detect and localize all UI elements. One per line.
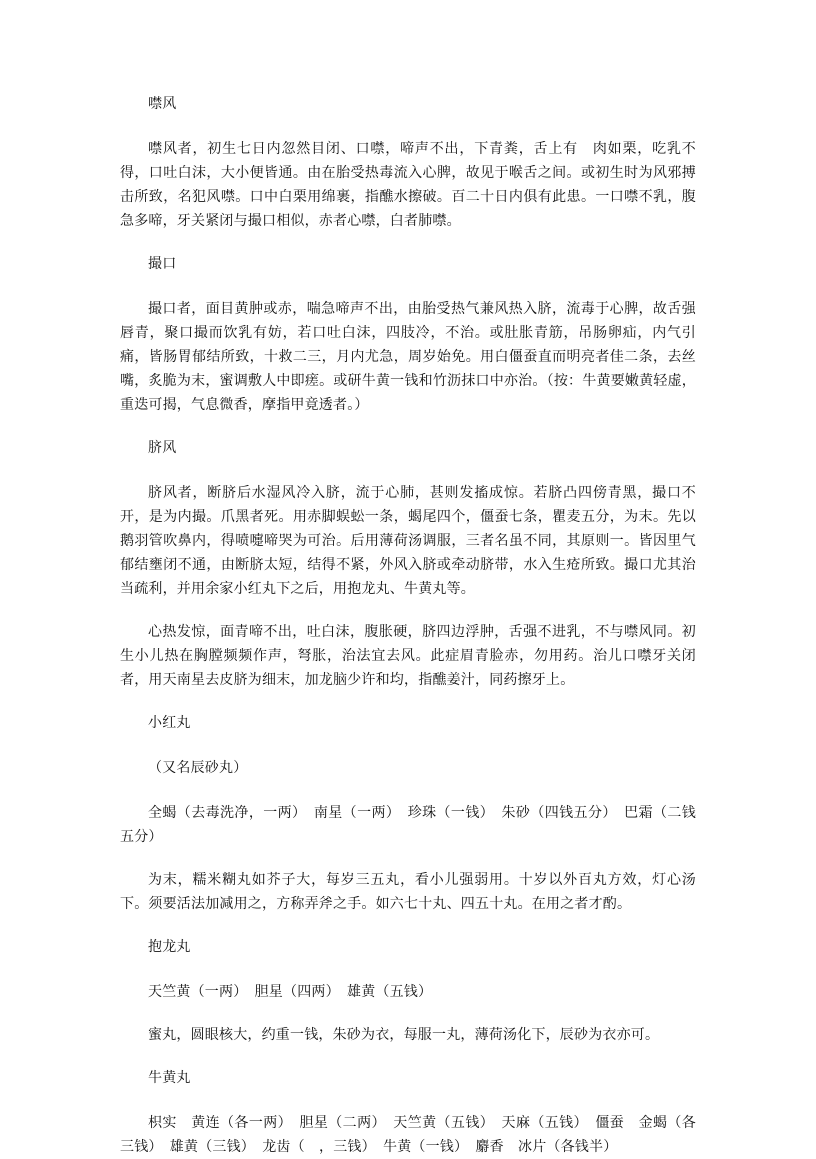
spacer — [120, 849, 696, 868]
spacer — [120, 460, 696, 481]
section-heading-xiaohongwan: 小红丸 — [148, 715, 191, 731]
spacer — [120, 601, 696, 620]
spacer — [120, 916, 696, 935]
section-heading-jinfeng: 噤风 — [148, 96, 177, 112]
paragraph-cuokou: 撮口者，面目黄肿或赤，喘急啼声不出，由胎受热气兼风热入脐，流毒于心脾，故舌强唇青，聚口撮而饮乳有妨，若口吐白沫，四肢冷，不治。或肚胀青筋，吊肠卵疝，内气引痛，皆肠胃郁结所致，十救二三，月内尤急，周岁始免。用白僵蚕直而明亮者佳二条，去丝嘴，炙脆为末，蜜调敷人中即瘥。或研牛黄一钱和竹沥抹口中亦治。（按：牛黄要嫩黄轻虚，重迭可揭，气息微香，摩指甲竟透者。） — [120, 301, 696, 413]
paragraph-qifeng: 脐风者，断脐后水湿风冷入脐，流于心肺，甚则发搐成惊。若脐凸四傍青黑，撮口不开，是为内撮。爪黑者死。用赤脚蜈蚣一条，蝎尾四个，僵蚕七条，瞿麦五分，为末。先以鹅羽管吹鼻内，得喷嚏啼哭为可治。后用薄荷汤调服，三者名虽不同，其原则一。皆因里气郁结壅闭不通，由断脐太短，结得不紧，外风入脐或牵动脐带，水入生疮所致。撮口尤其治当疏利，并用余家小红丸下之后，用抱龙丸、牛黄丸等。 — [120, 485, 696, 597]
spacer — [120, 116, 696, 137]
spacer — [120, 1090, 696, 1111]
ingredients-xiaohongwan: 全蝎（去毒洗净，一两） 南星（一两） 珍珠（一钱） 朱砂（四钱五分） 巴霜（二钱五分） — [120, 805, 696, 845]
ingredients-niuhuangwan: 枳实 黄连（各一两） 胆星（二两） 天竺黄（五钱） 天麻（五钱） 僵蚕 金蝎（各三钱） 雄黄（三钱） 龙齿（ ，三钱） 牛黄（一钱） 麝香 冰片（各钱半） — [120, 1115, 696, 1155]
spacer — [120, 959, 696, 980]
ingredients-baolongwan: 天竺黄（一两） 胆星（四两） 雄黄（五钱） — [148, 984, 433, 1000]
spacer — [120, 1004, 696, 1023]
spacer — [120, 692, 696, 711]
spacer — [120, 233, 696, 252]
instructions-baolongwan: 蜜丸，圆眼核大，约重一钱，朱砂为衣，每服一丸，薄荷汤化下，辰砂为衣亦可。 — [148, 1027, 660, 1043]
spacer — [120, 276, 696, 297]
paragraph-xinre: 心热发惊，面青啼不出，吐白沫，腹胀硬，脐四边浮肿，舌强不进乳，不与噤风同。初生小儿热在胸膛频频作声，弩胀，治法宜去风。此症眉青脸赤，勿用药。治儿口噤牙关闭者，用天南星去皮脐为细末，加龙脑少许和均，指醮姜汁，同药擦牙上。 — [120, 624, 696, 688]
spacer — [120, 735, 696, 756]
instructions-xiaohongwan: 为末，糯米糊丸如芥子大，每岁三五丸，看小儿强弱用。十岁以外百丸方效，灯心汤下。须要活法加减用之，方称弄斧之手。如六七十丸、四五十丸。在用之者才酌。 — [120, 872, 696, 912]
spacer — [120, 417, 696, 436]
paragraph-jinfeng: 噤风者，初生七日内忽然目闭、口噤，啼声不出，下青粪，舌上有 肉如栗，吃乳不得，口吐白沫，大小便皆通。由在胎受热毒流入心脾，故见于喉舌之间。或初生时为风邪搏击所致，名犯风噤。口中白栗用绵裹，指醮水擦破。百二十日内俱有此患。一口噤不乳，腹急多啼，牙关紧闭与撮口相似，赤者心噤，白者肺噤。 — [120, 141, 696, 229]
subheading-alias: （又名辰砂丸） — [148, 760, 248, 776]
section-heading-baolongwan: 抱龙丸 — [148, 939, 191, 955]
section-heading-cuokou: 撮口 — [148, 256, 177, 272]
spacer — [120, 1047, 696, 1066]
spacer — [120, 780, 696, 801]
section-heading-qifeng: 脐风 — [148, 440, 177, 456]
section-heading-niuhuangwan: 牛黄丸 — [148, 1070, 191, 1086]
